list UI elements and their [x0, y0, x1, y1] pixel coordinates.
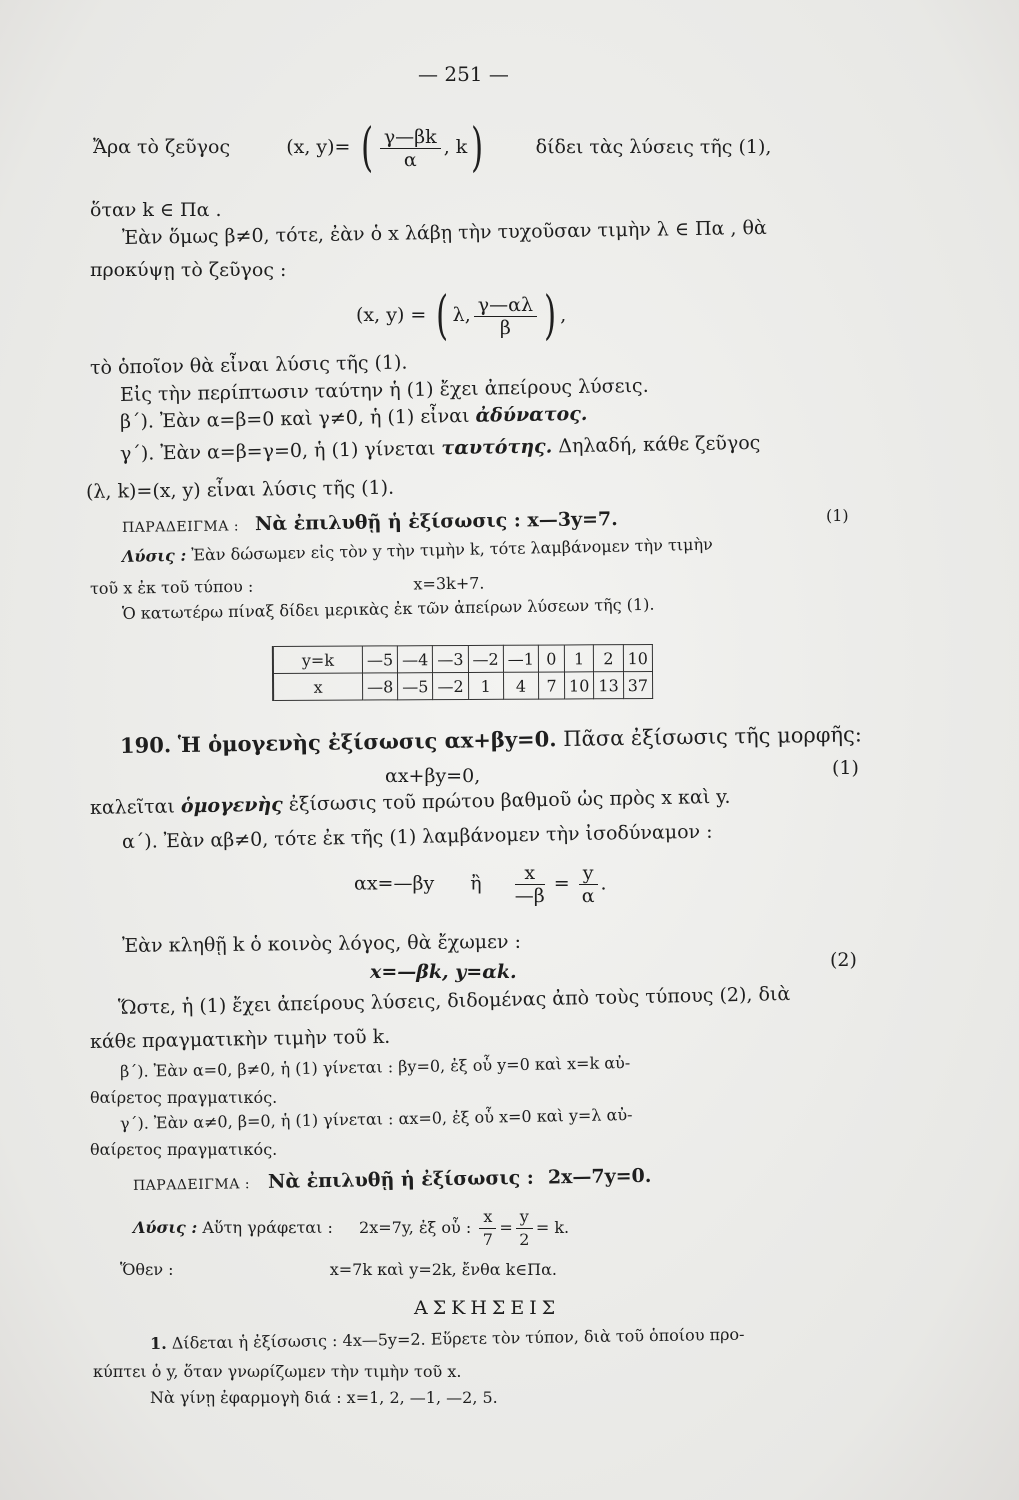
- formula: 2x—7y=0.: [547, 1164, 652, 1189]
- text-segment: τοῦ x ἐκ τοῦ τύπου :: [89, 576, 254, 598]
- equation-number: (1): [832, 757, 859, 779]
- table-cell: 1: [564, 645, 594, 672]
- emphasis-text: ταυτότης.: [441, 435, 553, 460]
- equation-2: x=—βk, y=αk.: [370, 961, 517, 983]
- table-cell: 1: [468, 672, 503, 699]
- table-cell: 0: [538, 645, 564, 672]
- formula-part: , k: [443, 136, 468, 158]
- solution-label: Λύσις :: [121, 545, 187, 566]
- text-line-hoste: Ὥστε, ἡ (1) ἔχει ἀπείρους λύσεις, διδομένας ἀπὸ τοὺς τύπους (2), διὰ: [117, 982, 791, 1019]
- formula-part: αx=—βy: [354, 872, 435, 895]
- equation-number: (1): [826, 506, 849, 525]
- text-line-6: τὸ ὁποῖον θὰ εἶναι λύσις τῆς (1).: [89, 351, 408, 379]
- page-number: — 251 —: [418, 62, 509, 86]
- section-190-heading: [120, 722, 862, 758]
- table-cell: 37: [623, 672, 653, 699]
- formula-part: =: [499, 1218, 513, 1237]
- section-title: Ἡ ὁμογενὴς ἐξίσωσις αx+βy=0.: [177, 726, 557, 758]
- text-line-4: προκύψῃ τὸ ζεῦγος :: [90, 259, 287, 281]
- equation-1: αx+βy=0,: [385, 765, 481, 787]
- formula-part: 2x=7y,: [359, 1218, 414, 1237]
- therefore-line: [120, 1258, 557, 1282]
- text-segment: δίδει τὰς λύσεις τῆς (1),: [535, 136, 772, 158]
- table-cell: —5: [398, 673, 433, 700]
- text-segment: γ΄). Ἐὰν α=β=γ=0, ἡ (1) γίνεται: [119, 437, 436, 465]
- exercise-1: [150, 1323, 745, 1356]
- example-label: ΠΑΡΑΔΕΙΓΜΑ :: [132, 1176, 251, 1194]
- table-cell: —2: [468, 645, 503, 672]
- text-line-8: [120, 402, 588, 434]
- solution-1-line-3: Ὁ κατωτέρω πίναξ δίδει μερικὰς ἐκ τῶν ἀπείρων λύσεων τῆς (1).: [121, 594, 655, 623]
- text-segment: Πᾶσα ἐξίσωσις τῆς μορφῆς:: [563, 722, 863, 752]
- fraction: $\frac{y}{\alpha}$: [579, 862, 598, 907]
- table-row: [273, 645, 653, 674]
- formula-part: =: [553, 872, 570, 895]
- solutions-table: [272, 644, 653, 701]
- fraction: $\frac{\gamma—\alpha\lambda}{\beta}$: [474, 294, 537, 339]
- example-2: [133, 1164, 652, 1198]
- text-line-7: Εἰς τὴν περίπτωσιν ταύτην ἡ (1) ἔχει ἀπείρους λύσεις.: [119, 374, 649, 406]
- text-segment: ἐξ οὗ :: [418, 1218, 472, 1237]
- exercises-heading: ΑΣΚΗΣΕΙΣ: [414, 1297, 561, 1319]
- text-segment: β΄). Ἐὰν α=β=0 καὶ γ≠0, ἡ (1) εἶναι: [119, 404, 470, 433]
- exercise-number: 1.: [149, 1333, 167, 1353]
- fraction: $\frac{\gamma—\beta k}{\alpha}$: [380, 126, 441, 171]
- table-cell: —8: [363, 673, 398, 700]
- formula: x=7k καὶ y=2k, ἔνθα k∈Πα.: [329, 1260, 557, 1279]
- table-cell: 2: [594, 645, 624, 672]
- text-line-2: ὅταν k ∈ Πα .: [90, 199, 222, 221]
- formula-part: ,: [560, 304, 567, 326]
- emphasis-text: ἀδύνατος.: [475, 402, 588, 427]
- table-cell: —1: [503, 645, 538, 672]
- section-number: 190.: [119, 732, 172, 758]
- text-line-homogeneous: [90, 785, 731, 820]
- formula-part: ἢ: [470, 872, 482, 895]
- case-gamma-line-2: θαίρετος πραγματικός.: [90, 1140, 278, 1159]
- table-row: [273, 672, 653, 701]
- formula-lhs: (x, y) =: [356, 304, 427, 326]
- table-cell: 7: [538, 672, 564, 699]
- table-cell: 10: [564, 672, 594, 699]
- table-cell: —4: [398, 646, 433, 673]
- text-segment: Αὕτη γράφεται :: [202, 1218, 333, 1237]
- case-alpha: α΄). Ἐὰν αβ≠0, τότε ἐκ τῆς (1) λαμβάνομεν τὴν ἰσοδύναμον :: [121, 820, 713, 853]
- case-gamma: γ΄). Ἐὰν α≠0, β=0, ἡ (1) γίνεται : αx=0, ἐξ οὗ x=0 καὶ y=λ αὐ-: [119, 1105, 633, 1133]
- text-line-1: Ἄρα τὸ ζεῦγος (x, y)= ( $\frac{\gamma—\beta k}{\alpha}$ , k) δίδει τὰς λύσεις τῆς (1),: [93, 118, 772, 178]
- formula-part: .: [600, 872, 607, 895]
- fraction: $\frac{x}{7}$: [479, 1206, 496, 1251]
- example-label: ΠΑΡΑΔΕΙΓΜΑ :: [121, 518, 240, 536]
- exercise-1-line-3: Νὰ γίνῃ ἐφαρμογὴ διά : x=1, 2, —1, —2, 5.: [150, 1388, 498, 1407]
- table-cell: 13: [594, 672, 624, 699]
- exercise-1-line-2: κύπτει ὁ y, ὅταν γνωρίζωμεν τὴν τιμὴν τοῦ x.: [93, 1362, 462, 1381]
- text-line-3: Ἐὰν ὅμως β≠0, τότε, ἐὰν ὁ x λάβῃ τὴν τυχοῦσαν τιμὴν λ ∈ Πα , θὰ: [121, 216, 767, 249]
- solution-2: [133, 1206, 569, 1251]
- text-line-9: [120, 431, 761, 466]
- fraction: $\frac{y}{2}$: [516, 1206, 533, 1251]
- example-statement: Νὰ ἐπιλυθῇ ἡ ἐξίσωσις :: [267, 1166, 534, 1193]
- text-line-hoste-2: κάθε πραγματικὴν τιμὴν τοῦ k.: [89, 1025, 391, 1053]
- table-cell: y=k: [273, 646, 363, 673]
- table-cell: —5: [362, 646, 397, 673]
- equation-number: (2): [830, 949, 857, 971]
- solution-label: Λύσις :: [133, 1218, 198, 1237]
- text-segment: Δίδεται ἡ ἐξίσωσις : 4x—5y=2. Εὕρετε τὸν τύπον, διὰ τοῦ ὁποίου προ-: [171, 1324, 745, 1353]
- formula: x=3k+7.: [413, 573, 485, 594]
- formula-part: = k.: [535, 1218, 570, 1237]
- table-cell: —2: [433, 672, 468, 699]
- text-segment: Ἄρα τὸ ζεῦγος: [93, 136, 231, 158]
- case-beta: β΄). Ἐὰν α=0, β≠0, ἡ (1) γίνεται : βy=0, ἐξ οὗ y=0 καὶ x=k αὐ-: [119, 1053, 631, 1081]
- formula-pair: (x, y) = ( λ, $\frac{\gamma—\alpha\lambda}{\beta}$ ) ,: [356, 286, 567, 346]
- formula-part: λ,: [452, 304, 471, 326]
- table-cell: —3: [433, 645, 468, 672]
- text-line-common-ratio: Ἐὰν κληθῇ k ὁ κοινὸς λόγος, θὰ ἔχωμεν :: [121, 930, 522, 957]
- example-statement: Νὰ ἐπιλυθῇ ἡ ἐξίσωσις : x—3y=7.: [254, 508, 618, 536]
- formula-ratio: [354, 862, 607, 907]
- text-segment: Ὅθεν :: [120, 1260, 174, 1279]
- table-cell: 10: [623, 645, 653, 672]
- text-segment: Ἐὰν δώσωμεν εἰς τὸν y τὴν τιμὴν k, τότε λαμβάνομεν τὴν τιμὴν: [191, 534, 713, 565]
- formula-lhs: (x, y)=: [286, 136, 351, 158]
- text-segment: Δηλαδή, κάθε ζεῦγος: [558, 431, 761, 458]
- emphasis-text: ὁμογενὴς: [180, 793, 283, 818]
- table-cell: x: [273, 673, 363, 700]
- fraction: $\frac{x}{—\beta}$: [514, 862, 545, 907]
- text-segment: ἐξίσωσις τοῦ πρώτου βαθμοῦ ὡς πρὸς x καὶ y.: [288, 785, 731, 816]
- text-line-10: (λ, k)=(x, y) εἶναι λύσις τῆς (1).: [85, 476, 395, 503]
- table-cell: 4: [503, 672, 538, 699]
- example-1: [122, 507, 618, 540]
- text-segment: καλεῖται: [89, 795, 176, 819]
- case-beta-line-2: θαίρετος πραγματικός.: [90, 1088, 278, 1107]
